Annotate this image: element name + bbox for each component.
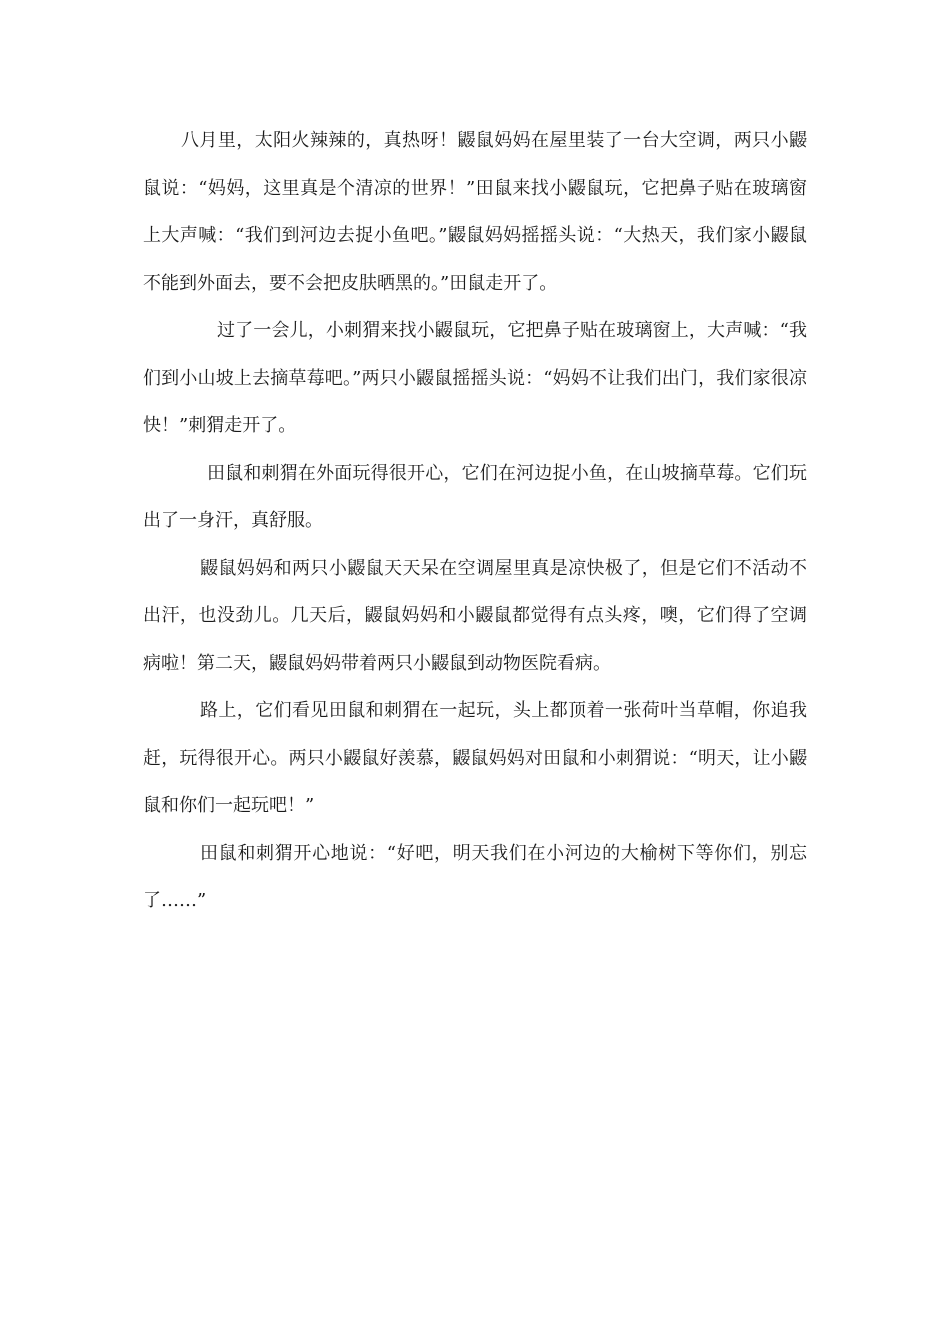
paragraph-5: 路上，它们看见田鼠和刺猬在一起玩，头上都顶着一张荷叶当草帽，你追我赶，玩得很开心。两只小鼹鼠好羡慕，鼹鼠妈妈对田鼠和小刺猬说：“明天，让小鼹鼠和你们一起玩吧！”: [143, 700, 807, 816]
paragraph-6: 田鼠和刺猬开心地说：“好吧，明天我们在小河边的大榆树下等你们，别忘了……”: [143, 842, 807, 911]
paragraph-2: 过了一会儿，小刺猬来找小鼹鼠玩，它把鼻子贴在玻璃窗上，大声喊：“我们到小山坡上去摘草莓吧。”两只小鼹鼠摇摇头说：“妈妈不让我们出门，我们家很凉快！”刺猬走开了。: [143, 320, 807, 436]
paragraph-3: 田鼠和刺猬在外面玩得很开心，它们在河边捉小鱼，在山坡摘草莓。它们玩出了一身汗，真舒服。: [143, 462, 807, 531]
paragraph-4: 鼹鼠妈妈和两只小鼹鼠天天呆在空调屋里真是凉快极了，但是它们不活动不出汗，也没劲儿。几天后，鼹鼠妈妈和小鼹鼠都觉得有点头疼，噢，它们得了空调病啦！第二天，鼹鼠妈妈带着两只小鼹鼠到动物医院看病。: [143, 557, 807, 674]
story-text: [143, 117, 807, 925]
paragraph-1: 八月里，太阳火辣辣的，真热呀！鼹鼠妈妈在屋里装了一台大空调，两只小鼹鼠说：“妈妈，这里真是个清凉的世界！”田鼠来找小鼹鼠玩，它把鼻子贴在玻璃窗上大声喊：“我们到河边去捉小鱼吧。”鼹鼠妈妈摇摇头说：“大热天，我们家小鼹鼠不能到外面去，要不会把皮肤晒黑的。”田鼠走开了。: [143, 130, 807, 294]
